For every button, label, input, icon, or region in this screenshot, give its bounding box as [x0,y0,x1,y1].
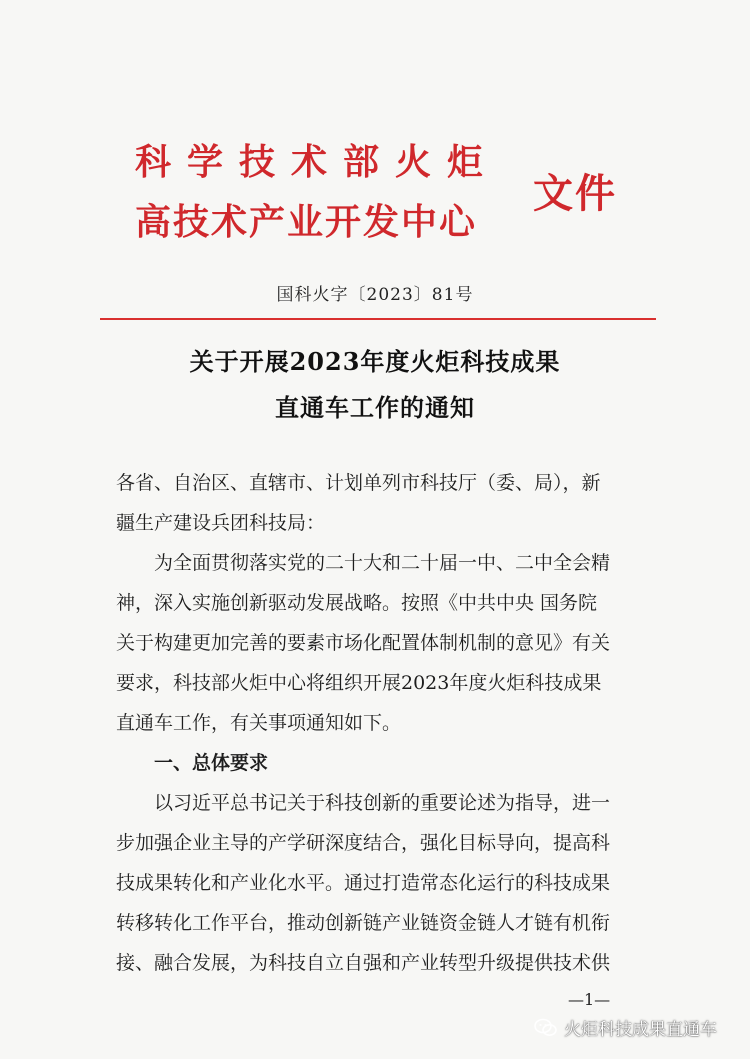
body-line: 要求，科技部火炬中心将组织开展2023年度火炬科技成果 [116,672,602,694]
body-line: 步加强企业主导的产学研深度结合，强化目标导向，提高科 [116,832,611,854]
document-title-line1: 关于开展2023年度火炬科技成果 [189,347,561,376]
watermark [534,1015,717,1040]
body-line: 技成果转化和产业化水平。通过打造常态化运行的科技成果 [116,872,611,894]
body-line: 以习近平总书记关于科技创新的重要论述为指导，进一 [154,792,611,814]
page-number: —1— [568,990,611,1009]
document-title-line2: 直通车工作的通知 [275,393,475,422]
body-line: 各省、自治区、直辖市、计划单列市科技厅（委、局），新 [116,472,601,494]
body-line: 转移转化工作平台，推动创新链产业链资金链人才链有机衔 [116,912,611,934]
body-line: 关于构建更加完善的要素市场化配置体制机制的意见》有关 [116,632,611,654]
org-name-line1: 科学技术部火炬 [135,141,500,183]
org-name-line2: 高技术产业开发中心 [135,201,478,243]
document-number: 国科火字〔2023〕81号 [276,285,474,305]
body-line: 疆生产建设兵团科技局： [116,512,326,534]
body-line: 为全面贯彻落实党的二十大和二十届一中、二中全会精 [154,552,611,574]
section-heading: 一、总体要求 [154,752,269,774]
red-divider-line [100,318,656,320]
document-type-label: 文件 [533,170,617,217]
watermark-text: 火炬科技成果直通车 [564,1020,717,1040]
body-line: 神，深入实施创新驱动发展战略。按照《中共中央 国务院 [116,592,598,614]
body-line: 接、融合发展，为科技自立自强和产业转型升级提供技术供 [116,952,611,974]
wechat-icon [534,1018,558,1038]
body-line: 直通车工作，有关事项通知如下。 [116,712,402,734]
